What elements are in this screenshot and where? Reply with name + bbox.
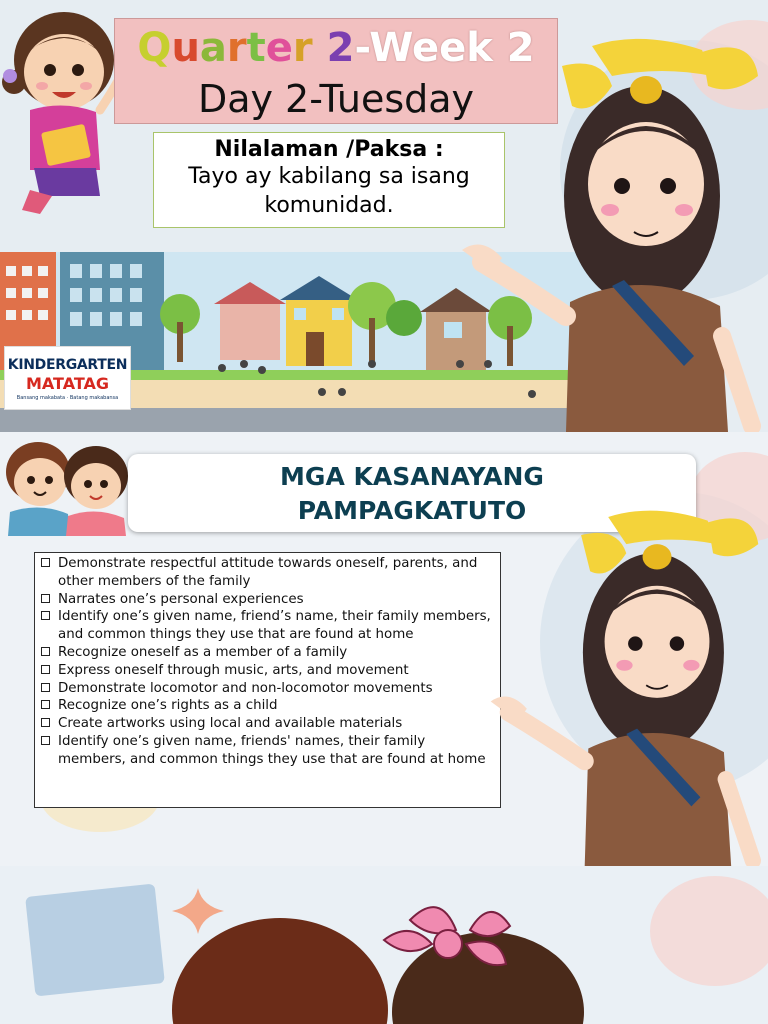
logo-kindergarten-text: KINDERGARTEN [7,357,128,373]
objective-item [39,662,494,680]
title-letter [313,25,327,71]
objective-item [39,715,494,733]
checkbox-bullet-icon [41,683,50,692]
title-letter: 2 [326,25,355,71]
objective-text: Create artworks using local and available materials [58,716,403,732]
objective-text: Demonstrate respectful attitude towards oneself, parents, and other members of the family [58,556,478,589]
objective-text: Identify one’s given name, friend’s name, their family members, and common things they use that are found at home [58,609,491,643]
slide-1 [0,0,768,432]
checkbox-bullet-icon [41,611,50,620]
title-week-text: -Week 2 [354,25,535,71]
background-paper-shape [25,883,165,996]
kids-heads-illustration [170,900,590,1024]
checkbox-bullet-icon [41,594,50,603]
title-letter: u [171,25,200,71]
objective-item [39,680,494,698]
topic-box [153,132,505,228]
title-letter: r [226,25,247,71]
teacher-illustration [462,36,768,432]
objective-text: Recognize oneself as a member of a family [58,644,348,660]
title-letter: a [199,25,227,71]
title-letter: t [246,25,266,71]
two-kids-illustration [0,432,134,536]
slide-3 [0,866,768,1024]
teacher-illustration-2 [490,508,768,866]
topic-label: Nilalaman /Paksa : [214,137,444,162]
objectives-list [34,552,501,808]
objective-item [39,733,494,769]
title-colored-letters [137,25,354,71]
topic-text-line-1: Tayo ay kabilang sa isang [188,164,470,189]
checkbox-bullet-icon [41,558,50,567]
checkbox-bullet-icon [41,700,50,709]
kindergarten-matatag-logo [4,346,131,410]
objective-text: Express oneself through music, arts, and movement [58,662,409,678]
title-letter: r [292,25,313,71]
heading-line-1: MGA KASANAYANG [280,462,544,491]
checkbox-bullet-icon [41,665,50,674]
objective-text: Recognize one’s rights as a child [58,698,278,714]
objective-text: Identify one’s given name, friends' names, their family members, and common things they use that are found at home [58,733,486,767]
objective-text: Narrates one’s personal experiences [58,591,304,607]
title-letter: e [265,25,293,71]
checkbox-bullet-icon [41,647,50,656]
objective-text: Demonstrate locomotor and non-locomotor movements [58,680,433,696]
background-blob [650,876,768,986]
objective-item [39,591,494,609]
objective-item [39,697,494,715]
title-day: Day 2-Tuesday [197,77,475,121]
checkbox-bullet-icon [41,718,50,727]
objective-item [39,555,494,591]
heading-line-2: PAMPAGKATUTO [297,496,527,525]
topic-text-line-2: komunidad. [264,193,394,218]
logo-matatag-text: MATATAG [25,374,110,393]
logo-tagline-text: Bansang makabata · Batang makabansa [16,395,119,401]
objective-item [39,644,494,662]
slide-2 [0,432,768,866]
checkbox-bullet-icon [41,736,50,745]
title-letter: Q [137,25,172,71]
objective-item [39,608,494,644]
